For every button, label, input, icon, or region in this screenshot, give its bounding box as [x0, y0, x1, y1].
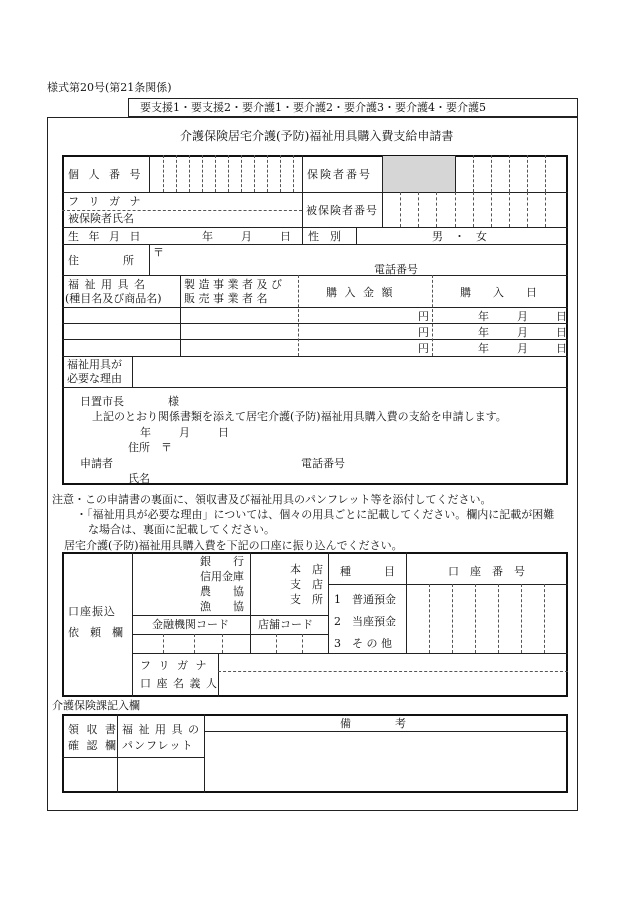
- amount-yen-3: 円: [418, 342, 429, 355]
- insured-number-label: 被保険者番号: [306, 204, 378, 217]
- amount-header: 購 入 金 額: [326, 286, 395, 299]
- pamphlet-line2: パンフレット: [122, 739, 194, 752]
- address-label: 住 所: [68, 254, 134, 267]
- application-date[interactable]: 年 月 日: [140, 426, 231, 439]
- seller-header: 販 売 事 業 者 名: [184, 292, 268, 305]
- personal-number-label: 個 人 番 号: [68, 168, 144, 181]
- account-type-current[interactable]: 2 当座預金: [334, 615, 396, 628]
- holder-name-label: 口 座 名 義 人: [140, 677, 218, 690]
- purchase-date-2[interactable]: 年 月 日: [478, 326, 569, 339]
- office-section-label: 介護保険課記入欄: [52, 699, 140, 712]
- reason-label-line1: 福祉用具が: [67, 358, 122, 371]
- institution-code-label: 金融機関コード: [152, 618, 229, 631]
- insurer-number-label: 保険者番号: [307, 168, 372, 181]
- amount-yen-2: 円: [418, 326, 429, 339]
- account-type-ordinary[interactable]: 1 普通預金: [334, 593, 396, 606]
- equipment-name-header: 福 祉 用 具 名: [68, 278, 146, 291]
- form-number: 様式第20号(第21条関係): [47, 81, 172, 94]
- amount-yen-1: 円: [418, 310, 429, 323]
- application-statement: 上記のとおり関係書類を添えて居宅介護(予防)福祉用具購入費の支給を申請します。: [92, 410, 507, 423]
- branch-branch[interactable]: 支 店: [290, 578, 323, 591]
- equipment-name-subheader: (種目名及び商品名): [65, 292, 162, 305]
- bank-request-label-1: 口座振込: [68, 605, 116, 618]
- birth-date-fields[interactable]: 年 月 日: [202, 230, 293, 243]
- addressee: 日置市長 様: [80, 395, 179, 408]
- account-number-header: 口 座 番 号: [448, 565, 525, 578]
- purchase-date-header: 購 入 日: [460, 286, 537, 299]
- reason-label-line2: 必要な理由: [67, 372, 122, 385]
- maker-header: 製 造 事 業 者 及 び: [184, 278, 282, 291]
- remarks-header: 備 考: [340, 717, 406, 730]
- note-1: 注意・この申請書の裏面に、領収書及び福祉用具のパンフレット等を添付してください。: [52, 493, 492, 506]
- branch-office[interactable]: 支 所: [290, 593, 323, 606]
- branch-code-label: 店舗コード: [258, 618, 313, 631]
- bank-request-label-2: 依 頼 欄: [68, 626, 123, 639]
- applicant-address-label: 住所 〒: [128, 441, 172, 454]
- furigana-label: フ リ ガ ナ: [68, 195, 144, 208]
- inst-bank[interactable]: 銀 行: [200, 555, 244, 568]
- inst-nokyo[interactable]: 農 協: [200, 585, 244, 598]
- receipt-check-line1: 領 収 書: [68, 723, 118, 736]
- care-levels[interactable]: 要支援1・要支援2・要介護1・要介護2・要介護3・要介護4・要介護5: [140, 101, 486, 114]
- postal-mark: 〒: [153, 246, 164, 259]
- gender-options[interactable]: 男 ・ 女: [432, 230, 487, 243]
- form-title: 介護保険居宅介護(予防)福祉用具購入費支給申請書: [180, 129, 454, 143]
- birth-date-label: 生 年 月 日: [68, 230, 144, 243]
- note-3: な場合は、裏面に記載してください。: [88, 523, 275, 536]
- branch-main[interactable]: 本 店: [290, 563, 323, 576]
- purchase-date-1[interactable]: 年 月 日: [478, 310, 569, 323]
- receipt-check-line2: 確 認 欄: [68, 739, 118, 752]
- applicant-phone-label: 電話番号: [301, 457, 345, 470]
- gender-label: 性 別: [308, 230, 341, 243]
- inst-gyokyo[interactable]: 漁 協: [200, 600, 244, 613]
- account-type-other[interactable]: 3 そ の 他: [334, 637, 392, 650]
- pamphlet-line1: 福 祉 用 具 の: [122, 723, 200, 736]
- applicant-name-label: 氏名: [128, 472, 150, 485]
- insurer-number-shaded: [383, 156, 455, 192]
- note-2: ・「福祉用具が必要な理由」については、個々の用具ごとに記載してください。欄内に記載が困難: [76, 508, 555, 521]
- inst-shinkin[interactable]: 信用金庫: [200, 570, 244, 583]
- insured-name-label: 被保険者氏名: [68, 212, 134, 225]
- account-type-header: 種 目: [340, 565, 395, 578]
- note-4: 居宅介護(予防)福祉用具購入費を下記の口座に振り込んでください。: [64, 539, 403, 552]
- purchase-date-3[interactable]: 年 月 日: [478, 342, 569, 355]
- address-phone-label: 電話番号: [374, 263, 418, 276]
- applicant-label: 申請者: [80, 457, 113, 470]
- holder-furigana-label: フ リ ガ ナ: [140, 659, 209, 672]
